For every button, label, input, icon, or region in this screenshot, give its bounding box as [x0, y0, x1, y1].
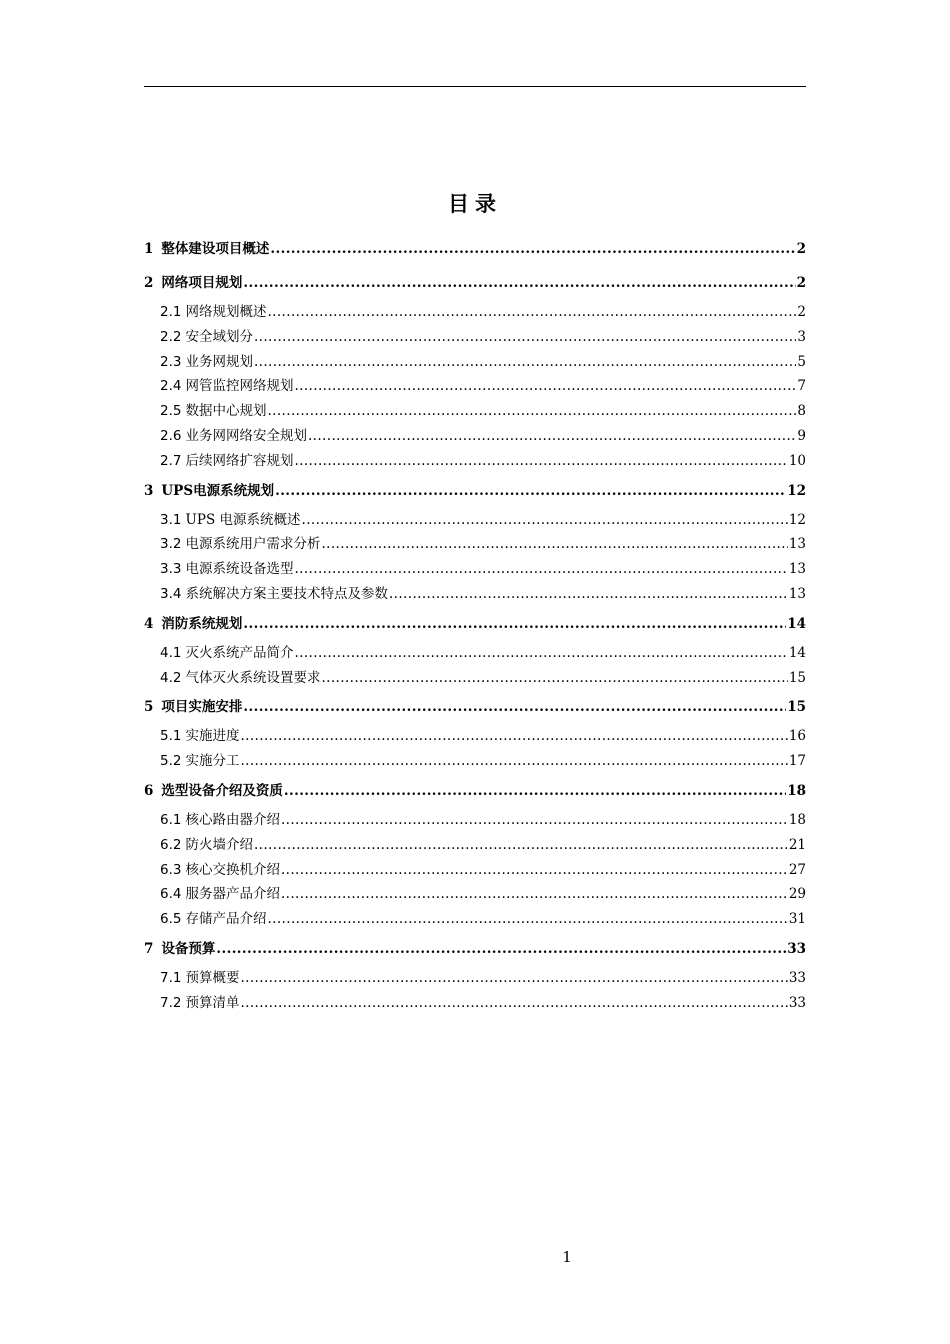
toc-entry-number: 2.7: [160, 452, 182, 469]
toc-entry-number: 2.3: [160, 353, 182, 370]
toc-entry-page: 9: [797, 427, 806, 444]
toc-subsection-entry[interactable]: [144, 858, 806, 883]
toc-entry-number: 5.1: [160, 728, 182, 745]
toc-entry-page: 12: [787, 482, 806, 499]
toc-entry-number: 6.5: [160, 911, 182, 928]
toc-subsection-entry[interactable]: [144, 582, 806, 607]
toc-entry-number: 3.2: [160, 536, 182, 553]
toc-entry-number: 2.6: [160, 427, 182, 444]
toc-entry-number: 2: [144, 275, 154, 291]
toc-entry-label: UPS电源系统规划: [161, 482, 275, 499]
toc-entry-label: 核心路由器介绍: [185, 811, 280, 828]
toc-entry-label: 灭火系统产品简介: [185, 644, 294, 661]
toc-subsection-entry[interactable]: [144, 374, 806, 399]
dot-leader: [243, 266, 795, 300]
toc-entry-label: 防火墙介绍: [185, 836, 253, 853]
toc-entry-page: 33: [787, 940, 806, 957]
dot-leader: [389, 582, 788, 607]
toc-section-entry[interactable]: [144, 266, 806, 300]
toc-entry-page: 17: [788, 753, 806, 770]
page-number: 1: [562, 1248, 572, 1266]
toc-subsection-entry[interactable]: [144, 833, 806, 858]
toc-entry-page: 13: [788, 561, 806, 578]
toc-entry-label: 存储产品介绍: [185, 911, 267, 928]
header-rule: [144, 86, 806, 87]
toc-entry-number: 4.1: [160, 644, 182, 661]
toc-subsection-entry[interactable]: [144, 557, 806, 582]
toc-entry-number: 3.4: [160, 585, 182, 602]
toc-entry-label: 业务网网络安全规划: [185, 427, 307, 444]
dot-leader: [240, 966, 787, 991]
toc-title: 目录: [448, 192, 502, 216]
dot-leader: [321, 666, 787, 691]
toc-entry-page: 14: [788, 644, 806, 661]
toc-subsection-entry[interactable]: [144, 749, 806, 774]
toc-entry-page: 18: [788, 811, 806, 828]
toc-entry-page: 3: [797, 328, 806, 345]
dot-leader: [240, 749, 787, 774]
toc-entry-label: 网络规划概述: [185, 304, 267, 320]
toc-subsection-entry[interactable]: [144, 350, 806, 375]
toc-entry-number: 6.4: [160, 886, 182, 903]
dot-leader: [243, 607, 786, 641]
toc-entry-number: 6: [144, 782, 154, 799]
toc-entry-page: 2: [796, 241, 806, 257]
toc-entry-page: 13: [788, 536, 806, 553]
dot-leader: [284, 774, 786, 808]
dot-leader: [308, 424, 796, 449]
toc-entry-number: 3: [144, 482, 154, 499]
toc-entry-number: 7.2: [160, 994, 182, 1011]
dot-leader: [216, 932, 786, 966]
toc-entry-number: 5: [144, 699, 154, 716]
toc-entry-page: 13: [788, 585, 806, 602]
toc-subsection-entry[interactable]: [144, 508, 806, 533]
toc-section-entry[interactable]: [144, 232, 806, 266]
toc-section-entry[interactable]: [144, 474, 806, 508]
toc-entry-number: 1: [144, 241, 154, 257]
dot-leader: [275, 474, 786, 508]
toc-entry-label: 整体建设项目概述: [161, 241, 270, 257]
toc-entry-number: 6.2: [160, 836, 182, 853]
toc-entry-label: 网络项目规划: [161, 275, 243, 291]
toc-entry-label: 电源系统用户需求分析: [185, 536, 321, 553]
toc-entry-number: 6.3: [160, 861, 182, 878]
toc-section-entry[interactable]: [144, 690, 806, 724]
toc-entry-label: 安全域划分: [185, 328, 253, 345]
toc-entry-number: 2.4: [160, 378, 182, 395]
toc-entry-page: 18: [787, 782, 806, 799]
toc-entry-label: 电源系统设备选型: [185, 561, 294, 578]
toc-entry-number: 4.2: [160, 669, 182, 686]
toc-section-entry[interactable]: [144, 932, 806, 966]
toc-subsection-entry[interactable]: [144, 399, 806, 424]
toc-entry-number: 7: [144, 940, 154, 957]
toc-entry-label: 气体灭火系统设置要求: [185, 669, 321, 686]
toc-entry-number: 3.3: [160, 561, 182, 578]
dot-leader: [254, 833, 788, 858]
dot-leader: [270, 232, 795, 266]
toc-entry-number: 2.1: [160, 304, 182, 320]
toc-entry-page: 33: [788, 994, 806, 1011]
toc-subsection-entry[interactable]: [144, 907, 806, 932]
toc-subsection-entry[interactable]: [144, 882, 806, 907]
toc-entry-page: 33: [788, 969, 806, 986]
toc-entry-label: 业务网规划: [185, 353, 253, 370]
toc-entry-page: 7: [797, 378, 806, 395]
dot-leader: [321, 532, 787, 557]
toc-entry-page: 12: [788, 511, 806, 528]
dot-leader: [267, 907, 787, 932]
toc-entry-page: 29: [788, 886, 806, 903]
toc-subsection-entry[interactable]: [144, 666, 806, 691]
toc-entry-label: 消防系统规划: [161, 615, 243, 632]
toc-entry-label: 网管监控网络规划: [185, 378, 294, 395]
dot-leader: [294, 449, 787, 474]
toc-entry-number: 4: [144, 615, 154, 632]
dot-leader: [294, 641, 787, 666]
toc-entry-page: 2: [796, 275, 806, 291]
toc-entry-label: 实施进度: [185, 728, 240, 745]
toc-entry-number: 7.1: [160, 969, 182, 986]
toc-entry-page: 10: [788, 452, 806, 469]
toc-entry-label: 预算概要: [185, 969, 240, 986]
toc-entry-label: 预算清单: [185, 994, 240, 1011]
toc-entry-page: 27: [788, 861, 806, 878]
dot-leader: [294, 374, 796, 399]
dot-leader: [281, 882, 788, 907]
toc-section-entry[interactable]: [144, 607, 806, 641]
toc-entry-label: 设备预算: [161, 940, 216, 957]
dot-leader: [254, 325, 796, 350]
toc-entry-label: 系统解决方案主要技术特点及参数: [185, 585, 388, 602]
dot-leader: [240, 991, 787, 1016]
toc-entry-label: 项目实施安排: [161, 699, 243, 716]
dot-leader: [267, 300, 796, 325]
toc-entry-page: 21: [788, 836, 806, 853]
dot-leader: [281, 858, 788, 883]
dot-leader: [254, 350, 796, 375]
table-of-contents: [144, 232, 806, 1016]
toc-subsection-entry[interactable]: [144, 532, 806, 557]
dot-leader: [302, 508, 788, 533]
toc-entry-page: 8: [797, 403, 806, 420]
toc-section-entry[interactable]: [144, 774, 806, 808]
toc-subsection-entry[interactable]: [144, 991, 806, 1016]
dot-leader: [243, 690, 786, 724]
toc-entry-label: UPS 电源系统概述: [185, 511, 301, 528]
toc-subsection-entry[interactable]: [144, 424, 806, 449]
dot-leader: [294, 557, 787, 582]
toc-entry-label: 数据中心规划: [185, 403, 267, 420]
toc-entry-number: 5.2: [160, 753, 182, 770]
toc-subsection-entry[interactable]: [144, 724, 806, 749]
toc-entry-label: 核心交换机介绍: [185, 861, 280, 878]
toc-subsection-entry[interactable]: [144, 325, 806, 350]
toc-entry-page: 14: [787, 615, 806, 632]
toc-entry-number: 6.1: [160, 811, 182, 828]
toc-entry-page: 15: [788, 669, 806, 686]
toc-entry-page: 15: [787, 699, 806, 716]
toc-subsection-entry[interactable]: [144, 641, 806, 666]
dot-leader: [281, 808, 788, 833]
toc-entry-label: 实施分工: [185, 753, 240, 770]
dot-leader: [267, 399, 796, 424]
toc-entry-number: 2.5: [160, 403, 182, 420]
toc-entry-page: 5: [797, 353, 806, 370]
toc-entry-label: 后续网络扩容规划: [185, 452, 294, 469]
toc-entry-label: 选型设备介绍及资质: [161, 782, 283, 799]
toc-subsection-entry[interactable]: [144, 300, 806, 325]
toc-entry-number: 2.2: [160, 328, 182, 345]
dot-leader: [240, 724, 787, 749]
toc-entry-page: 31: [788, 911, 806, 928]
toc-entry-label: 服务器产品介绍: [185, 886, 280, 903]
toc-subsection-entry[interactable]: [144, 808, 806, 833]
toc-entry-page: 2: [797, 304, 806, 320]
toc-subsection-entry[interactable]: [144, 966, 806, 991]
toc-subsection-entry[interactable]: [144, 449, 806, 474]
toc-entry-page: 16: [788, 728, 806, 745]
toc-entry-number: 3.1: [160, 511, 182, 528]
